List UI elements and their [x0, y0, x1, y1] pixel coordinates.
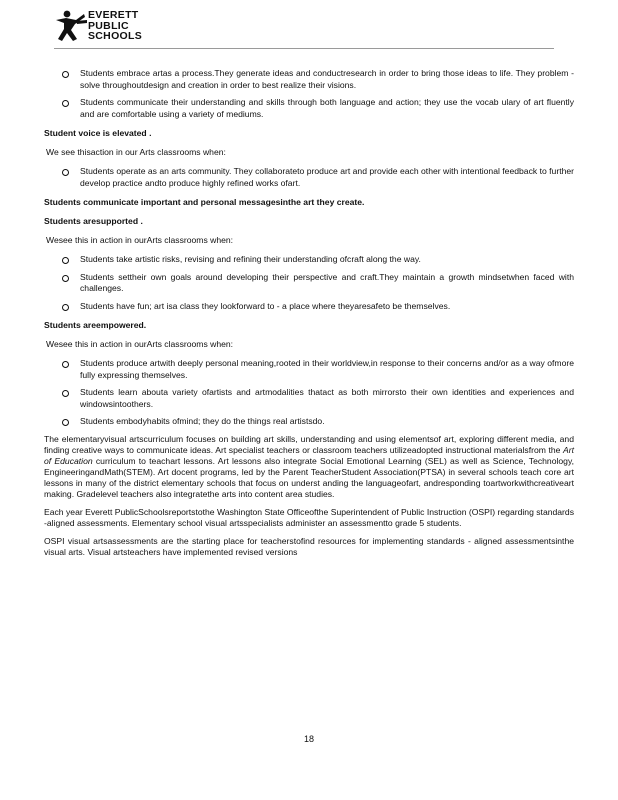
logo-line-3: SCHOOLS — [88, 30, 143, 42]
bullet-item: Students operate as an arts community. They collaborateto produce art and provide each other with intentional feedback to further develop practice andto produce highly refined works ofart. — [44, 166, 574, 189]
page-number: 18 — [303, 734, 314, 744]
bullet-circle-icon — [62, 304, 69, 311]
ospi-paragraph: OSPI visual artsassessments are the starting place for teacherstofind resources for implementing standards - aligned assessmentsinthe visual arts. Visual artsteachers have implemented revised versions — [44, 535, 574, 557]
section-heading: Students areempowered. — [44, 320, 147, 330]
curriculum-title: Art of Education — [44, 444, 574, 466]
bullet-item: Students have fun; art isa class they lookforward to - a place where theyaresafeto be themselves. — [44, 301, 574, 313]
bullet-circle-icon — [62, 390, 69, 397]
bullet-item: Students embrace artas a process.They generate ideas and conductresearch in order to bring those ideas to life. They problem -solve throughoutdesign and creation in order to best realize their visions. — [44, 68, 574, 91]
bullet-item: Students settheir own goals around developing their perspective and craft.They maintain a growth mindsetwhen faced with challenges. — [44, 272, 574, 295]
section-heading: Students aresupported . — [44, 216, 143, 226]
bullet-item: Students learn abouta variety ofartists and artmodalities thatact as both mirrorsto their own identities and experiences and windowsintoothers. — [44, 387, 574, 410]
logo-line-2: PUBLIC — [88, 19, 129, 32]
header-divider — [54, 48, 554, 49]
intro-line: We see thisaction in our Arts classrooms when: — [46, 147, 226, 157]
curriculum-paragraph: The elementaryvisual artscurriculum focuses on building art skills, understanding and using elementsof art, exploring different media, and finding creative ways to communicate ideas. Art specialist teachers or classroom teachers utilizeadopted instructional materialsfrom the Art of Education curriculum to teachart lessons. Art lessons also integrate Social Emotional Learning (SEL) as well as Science, Technology, EngineeringandMath(STEM). Art docent programs, led by the Parent TeacherStudent Association(PTSA) in several schools teach core art lessons in many of the district elementary schools that focus on underst anding the languageofart, andresponding toartworkwithcreativeart making. Gradelevel teachers also integratethe arts into content area studies. — [44, 433, 575, 499]
bullet-circle-icon — [62, 71, 69, 78]
document-body — [44, 68, 574, 565]
section-heading: Students communicate important and personal messagesinthe art they create. — [44, 197, 365, 207]
page-header — [54, 6, 554, 50]
bullet-item: Students produce artwith deeply personal meaning,rooted in their worldview,in response to their concerns and/or as a way ofmore fully expressing themselves. — [44, 358, 574, 381]
intro-line: Wesee this in action in ourArts classrooms when: — [46, 339, 234, 349]
intro-line: Wesee this in action in ourArts classrooms when: — [46, 235, 234, 245]
assessment-paragraph: Each year Everett PublicSchoolsreportstothe Washington State Officeofthe Superintendent of Public Instruction (OSPI) regarding standards -aligned assessments. Elementary school visual artsspecialists administer an assessmentto grade 5 students. — [44, 506, 574, 528]
bullet-circle-icon — [62, 275, 69, 282]
bullet-circle-icon — [62, 100, 69, 107]
logo-line-1: EVERETT — [88, 9, 139, 21]
bullet-circle-icon — [62, 257, 69, 264]
section-heading: Student voice is elevated . — [44, 128, 152, 138]
bullet-circle-icon — [62, 361, 69, 368]
bullet-circle-icon — [62, 419, 69, 426]
bullet-item: Students communicate their understanding and skills through both language and action; they use the vocab ulary of art fluently and are comfortable using a variety of mediums. — [44, 97, 574, 120]
bullet-item: Students embodyhabits ofmind; they do the things real artistsdo. — [44, 416, 574, 428]
bullet-circle-icon — [62, 169, 69, 176]
logo-wordmark — [88, 10, 142, 42]
logo-figure-icon — [54, 8, 88, 42]
bullet-item: Students take artistic risks, revising and refining their understanding ofcraft along the way. — [44, 254, 574, 266]
